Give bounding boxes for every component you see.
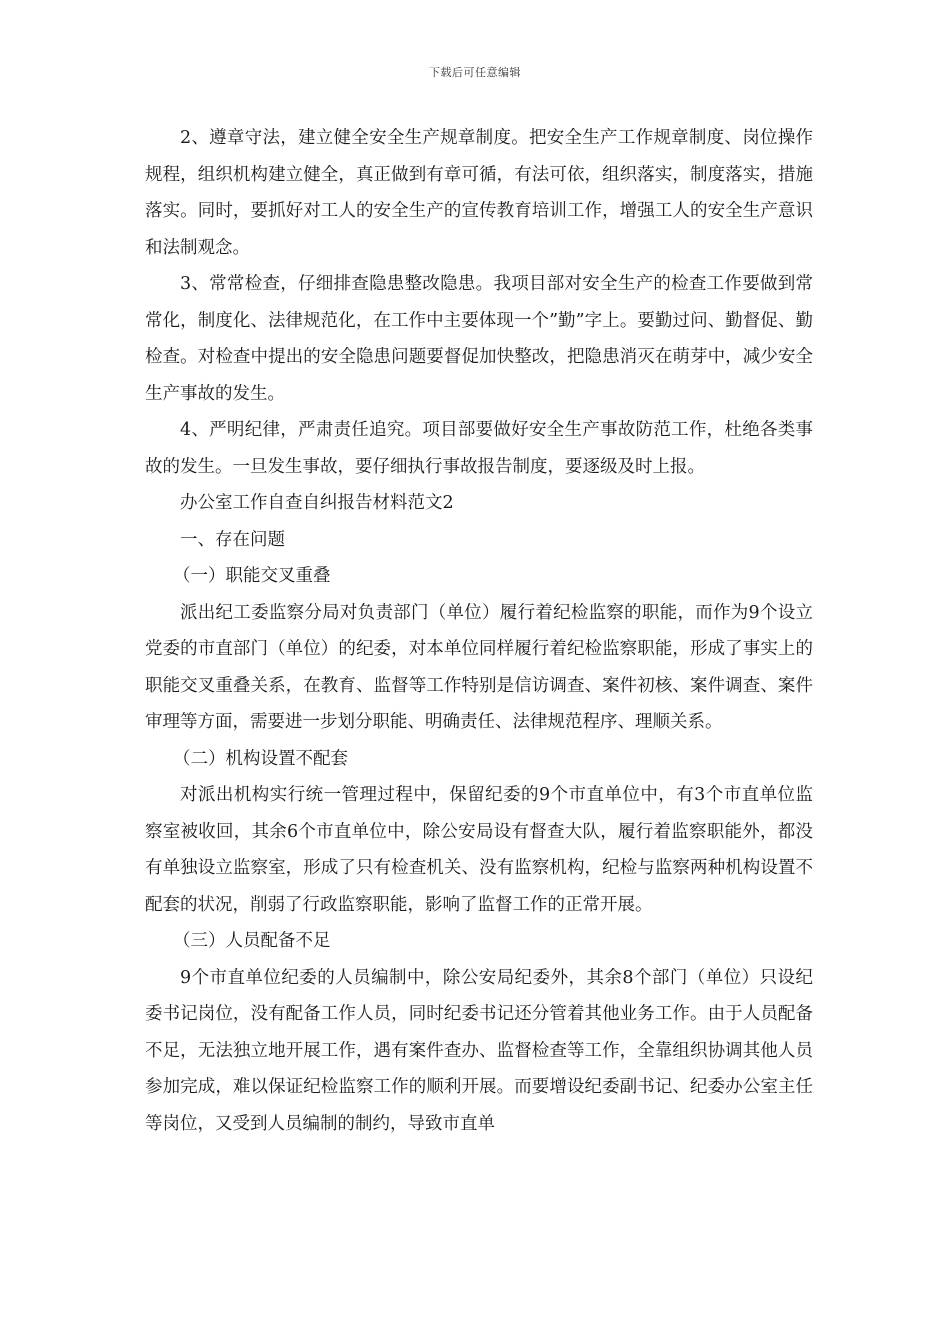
paragraph-4: 派出纪工委监察分局对负责部门（单位）履行着纪检监察的职能，而作为9个设立党委的市直部门（单位）的纪委，对本单位同样履行着纪检监察职能，形成了事实上的职能交叉重叠关系，在教育、监督等工作特别是信访调查、案件初核、案件调查、案件审理等方面，需要进一步划分职能、明确责任、法律规范程序、理顺关系。 xyxy=(145,602,813,732)
header-note: 下载后可任意编辑 xyxy=(429,66,521,79)
paragraph-3: 4、严明纪律，严肃责任追究。项目部要做好安全生产事故防范工作，杜绝各类事故的发生。一旦发生事故，要仔细执行事故报告制度，要逐级及时上报。 xyxy=(145,420,813,477)
paragraph-1: 2、遵章守法，建立健全安全生产规章制度。把安全生产工作规章制度、岗位操作规程，组织机构建立健全，真正做到有章可循，有法可依，组织落实，制度落实，措施落实。同时，要抓好对工人的安全生产的宣传教育培训工作，增强工人的安全生产意识和法制观念。 xyxy=(145,128,813,258)
section-heading-1: 一、存在问题 xyxy=(180,529,285,550)
paragraph-6: 9个市直单位纪委的人员编制中，除公安局纪委外，其余8个部门（单位）只设纪委书记岗位，没有配备工作人员，同时纪委书记还分管着其他业务工作。由于人员配备不足，无法独立地开展工作，遇有案件查办、监督检查等工作，全靠组织协调其他人员参加完成，难以保证纪检监察工作的顺利开展。而要增设纪委副书记、纪委办公室主任等岗位，又受到人员编制的制约，导致市直单 xyxy=(145,967,813,1134)
subsection-heading-3: （三）人员配备不足 xyxy=(173,931,331,951)
subsection-heading-2: （二）机构设置不配套 xyxy=(173,748,348,769)
paragraph-2: 3、常常检查，仔细排查隐患整改隐患。我项目部对安全生产的检查工作要做到常常化，制度化、法律规范化，在工作中主要体现一个”勤”字上。要勤过问、勤督促、勤检查。对检查中提出的安全隐患问题要督促加快整改，把隐患消灭在萌芽中，减少安全生产事故的发生。 xyxy=(145,274,813,404)
paragraph-5: 对派出机构实行统一管理过程中，保留纪委的9个市直单位中，有3个市直单位监察室被收回，其余6个市直单位中，除公安局设有督查大队，履行着监察职能外，都没有单独设立监察室，形成了只有检查机关、没有监察机构，纪检与监察两种机构设置不配套的状况，削弱了行政监察职能，影响了监督工作的正常开展。 xyxy=(145,785,813,915)
document-title-2: 办公室工作自查自纠报告材料范文2 xyxy=(180,493,454,513)
subsection-heading-1: （一）职能交叉重叠 xyxy=(173,566,331,586)
document-body xyxy=(145,120,813,1142)
